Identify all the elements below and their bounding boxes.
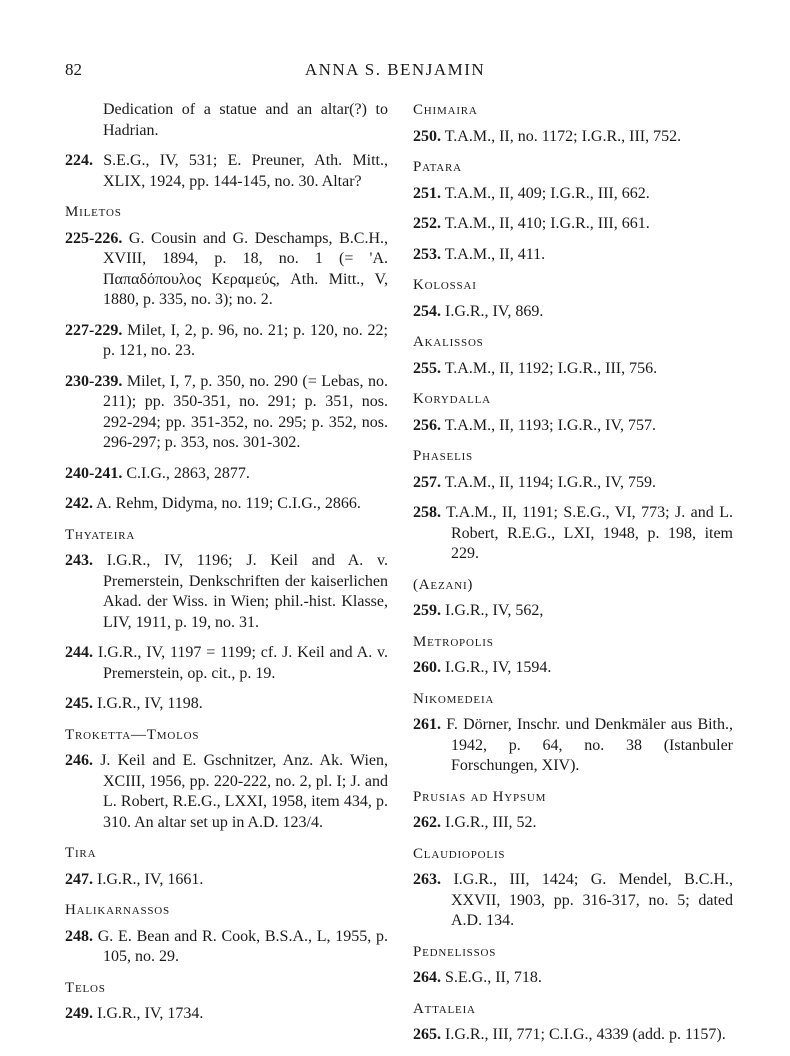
- entry-number: 252.: [413, 215, 441, 232]
- entry-256: [413, 416, 733, 437]
- entry-text: I.G.R., IV, 1661.: [97, 870, 204, 888]
- entry-number: 261.: [413, 716, 441, 733]
- continued-entry-text: Dedication of a statue and an altar(?) to Hadrian.: [103, 101, 388, 139]
- section-heading-chimaira: Chimaira: [413, 102, 478, 118]
- entry-number: 257.: [413, 473, 441, 491]
- entry-text: S.E.G., II, 718.: [445, 969, 542, 986]
- entry-224: [65, 151, 388, 192]
- entry-text: I.G.R., IV, 869.: [445, 302, 544, 320]
- entry-text: I.G.R., III, 52.: [445, 814, 537, 831]
- entry-246: [65, 751, 388, 833]
- entry-number: 250.: [413, 127, 441, 145]
- entry-number: 254.: [413, 302, 441, 320]
- entry-number: 246.: [65, 752, 93, 769]
- section-heading-metropolis: Metropolis: [413, 633, 494, 650]
- section-heading-prusias: Prusias ad Hypsum: [413, 788, 547, 805]
- section-heading-aezani: (Aezani): [413, 576, 474, 593]
- entry-text: I.G.R., IV, 1198.: [97, 695, 203, 712]
- section-heading-akalissos: Akalissos: [413, 334, 484, 350]
- section-heading-claudiopolis: Claudiopolis: [413, 845, 506, 862]
- entry-number: 247.: [65, 870, 93, 888]
- entry-text: S.E.G., IV, 531; E. Preuner, Ath. Mitt., XLIX, 1924, pp. 144-145, no. 30. Altar?: [103, 152, 389, 190]
- entry-249: [65, 1004, 388, 1025]
- section-heading-thyateira: Thyateira: [65, 526, 136, 543]
- entry-number: 224.: [65, 152, 93, 169]
- section-heading-pednelissos: Pednelissos: [413, 943, 497, 960]
- page-number: 82: [65, 60, 82, 79]
- entry-253: [413, 245, 733, 266]
- entry-text: T.A.M., II, 410; I.G.R., III, 661.: [444, 215, 650, 232]
- entry-227-229: [65, 321, 388, 362]
- section-heading-telos: Telos: [65, 979, 106, 996]
- entry-243: [65, 551, 388, 633]
- entry-text: T.A.M., II, 1191; S.E.G., VI, 773; J. and L. Robert, R.E.G., LXI, 1948, p. 198, item 229.: [446, 504, 733, 562]
- entry-number: 263.: [413, 871, 441, 888]
- entry-number: 260.: [413, 659, 441, 676]
- entry-text: I.G.R., IV, 1594.: [445, 659, 552, 676]
- entry-text: F. Dörner, Inschr. und Denkmäler aus Bith., 1942, p. 64, no. 38 (Istanbuler Forschungen, XIV).: [446, 716, 733, 774]
- entry-251: [413, 184, 733, 205]
- entry-text: T.A.M., II, 1193; I.G.R., IV, 757.: [444, 416, 656, 434]
- entry-260: [413, 658, 733, 679]
- entry-number: 262.: [413, 814, 441, 831]
- right-column: [413, 100, 733, 1056]
- entry-number: 258.: [413, 504, 441, 521]
- entry-text: I.G.R., IV, 1197 = 1199; cf. J. Keil and A. v. Premerstein, op. cit., p. 19.: [97, 644, 389, 682]
- entry-number: 249.: [65, 1005, 93, 1022]
- entry-number: 265.: [413, 1026, 441, 1043]
- entry-text: I.G.R., IV, 1196; J. Keil and A. v. Premerstein, Denkschriften der kaiserlichen Akad. der Wiss. in Wien; phil.-hist. Klasse, LIV, 1911, p. 19, no. 31.: [103, 552, 389, 631]
- entry-230-239: [65, 372, 388, 454]
- entry-text: I.G.R., III, 771; C.I.G., 4339 (add. p. 1157).: [445, 1026, 726, 1043]
- entry-242: [65, 494, 388, 515]
- entry-264: [413, 968, 733, 989]
- entry-number: 251.: [413, 184, 441, 202]
- section-heading-miletos: Miletos: [65, 204, 122, 220]
- entry-number: 240-241.: [65, 464, 123, 482]
- section-heading-attaleia: Attaleia: [413, 1000, 476, 1017]
- entry-number: 253.: [413, 245, 441, 263]
- running-head: ANNA S. BENJAMIN: [304, 60, 486, 79]
- entry-number: 242.: [65, 495, 93, 512]
- section-heading-troketta: Troketta—Tmolos: [65, 726, 200, 743]
- entry-248: [65, 927, 388, 968]
- entry-number: 243.: [65, 552, 93, 569]
- entry-text: Milet, I, 7, p. 350, no. 290 (= Lebas, no. 211); pp. 350-351, no. 291; p. 351, nos. 292-294; pp. 351-352, no. 295; p. 352, nos. 296-297; p. 353, nos. 301-302.: [103, 372, 389, 451]
- entry-number: 244.: [65, 644, 93, 661]
- entry-257: [413, 473, 733, 494]
- entry-259: [413, 601, 733, 622]
- entry-254: [413, 302, 733, 323]
- entry-text: G. E. Bean and R. Cook, B.S.A., L, 1955, p. 105, no. 29.: [97, 927, 389, 965]
- entry-text: I.G.R., IV, 1734.: [97, 1005, 204, 1022]
- entry-number: 256.: [413, 416, 441, 434]
- entry-250: [413, 127, 733, 148]
- entry-text: T.A.M., II, 411.: [444, 245, 546, 263]
- section-heading-kolossai: Kolossai: [413, 277, 477, 293]
- entry-245: [65, 694, 388, 715]
- section-heading-tira: Tira: [65, 845, 97, 861]
- section-heading-patara: Patara: [413, 159, 462, 175]
- entry-255: [413, 359, 733, 380]
- entry-244: [65, 643, 388, 684]
- entry-258: [413, 503, 733, 565]
- entry-265: [413, 1025, 733, 1046]
- entry-number: 225-226.: [65, 229, 123, 247]
- entry-text: I.G.R., III, 1424; G. Mendel, B.C.H., XXVII, 1903, pp. 316-317, no. 5; dated A.D. 134.: [451, 871, 734, 929]
- entry-number: 227-229.: [65, 321, 123, 339]
- section-heading-nikomedeia: Nikomedeia: [413, 690, 495, 707]
- left-column: [65, 100, 388, 1035]
- entry-text: I.G.R., IV, 562,: [445, 602, 544, 619]
- page-header: [65, 60, 725, 86]
- section-heading-phaselis: Phaselis: [413, 448, 473, 464]
- entry-263: [413, 870, 733, 932]
- entry-text: A. Rehm, Didyma, no. 119; C.I.G., 2866.: [96, 495, 361, 512]
- entry-text: G. Cousin and G. Deschamps, B.C.H., XVIII, 1894, p. 18, no. 1 (= 'Α. Παπαδόπουλος Κεραμεύς, Ath. Mitt., V, 1880, p. 335, no. 3); no. 2.: [103, 229, 388, 308]
- entry-247: [65, 870, 388, 891]
- entry-number: 230-239.: [65, 372, 123, 390]
- entry-number: 255.: [413, 359, 441, 377]
- entry-number: 248.: [65, 927, 93, 945]
- entry-252: [413, 214, 733, 235]
- entry-262: [413, 813, 733, 834]
- section-heading-halikarnassos: Halikarnassos: [65, 902, 170, 918]
- entry-225-226: [65, 229, 388, 311]
- entry-number: 264.: [413, 969, 441, 986]
- entry-261: [413, 715, 733, 777]
- entry-text: C.I.G., 2863, 2877.: [126, 464, 250, 482]
- entry-text: J. Keil and E. Gschnitzer, Anz. Ak. Wien, XCIII, 1956, pp. 220-222, no. 2, pl. I; J. and L. Robert, R.E.G., LXXI, 1958, item 434, p. 310. An altar set up in A.D. 123/4.: [100, 752, 389, 831]
- entry-number: 245.: [65, 695, 93, 712]
- entry-text: Milet, I, 2, p. 96, no. 21; p. 120, no. 22; p. 121, no. 23.: [103, 321, 389, 359]
- section-heading-korydalla: Korydalla: [413, 391, 491, 407]
- entry-number: 259.: [413, 602, 441, 619]
- entry-240-241: [65, 464, 388, 485]
- entry-text: T.A.M., II, 409; I.G.R., III, 662.: [444, 184, 650, 202]
- entry-text: T.A.M., II, 1194; I.G.R., IV, 759.: [444, 473, 656, 491]
- entry-text: T.A.M., II, 1192; I.G.R., III, 756.: [444, 359, 658, 377]
- entry-text: T.A.M., II, no. 1172; I.G.R., III, 752.: [444, 127, 682, 145]
